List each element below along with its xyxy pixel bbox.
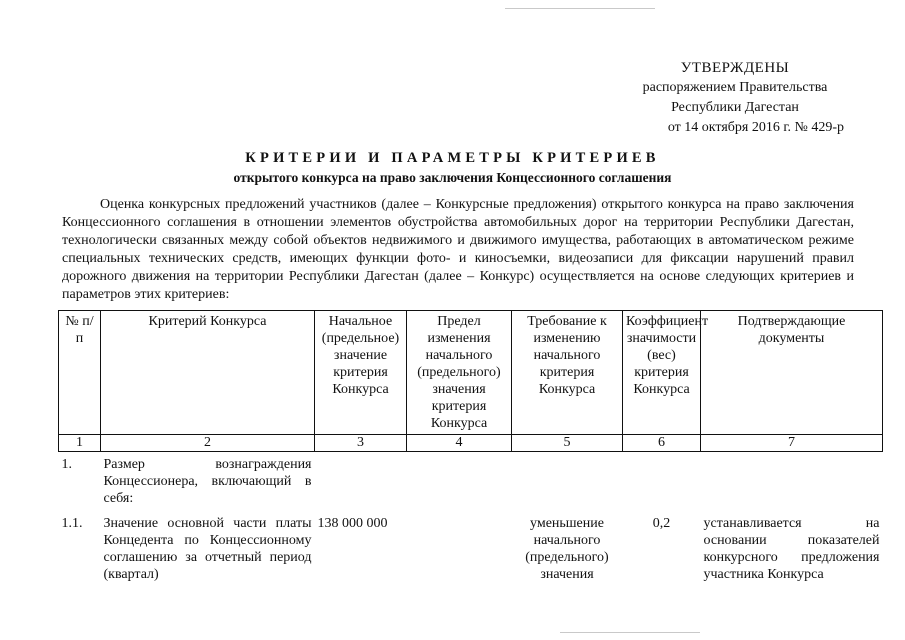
- table-header-row: [59, 311, 883, 435]
- column-number: 2: [101, 435, 315, 452]
- row-change-requirement: [512, 452, 623, 512]
- row-criterion: Размер вознаграждения Концессионера, включающий в себя:: [103, 457, 312, 506]
- header-change-requirement: Требование к изменению начального критерия Конкурса: [512, 311, 623, 435]
- row-change-limit: [407, 511, 512, 587]
- header-initial-value: Начальное (предельное) значение критерия Конкурса: [315, 311, 407, 435]
- approval-line-1: распоряжением Правительства: [642, 80, 828, 95]
- table-row: [59, 511, 883, 587]
- column-number: 4: [407, 435, 512, 452]
- row-change-limit: [407, 452, 512, 512]
- row-initial-value: 138 000 000: [317, 516, 388, 531]
- criteria-table: [58, 310, 883, 587]
- row-number: 1.: [61, 457, 72, 472]
- row-coefficient: 0,2: [652, 516, 671, 531]
- scan-artifact-bottom: [560, 632, 700, 633]
- column-number: 5: [512, 435, 623, 452]
- row-initial-value: [315, 452, 407, 512]
- scan-artifact-top: [505, 8, 655, 9]
- column-number: 1: [59, 435, 101, 452]
- approval-stamp: [620, 58, 850, 138]
- intro-paragraph: Оценка конкурсных предложений участников (далее – Конкурсные предложения) открытого конкурса на право заключения Концессионного соглашения в отношении элементов обустройства автомобильных дорог на территории Республики Дагестан, технологически связанных между собой объектов недвижимого и движимого имущества, работающих в автоматическом режиме специальных технических средств, имеющих функции фото- и киносъемки, видеозаписи для фиксации нарушений правил дорожного движения на территории Республики Дагестан (далее – Конкурс) осуществляется на основе следующих критериев и параметров этих критериев:: [62, 197, 854, 302]
- approval-order-line: от 14 октября 2016 г. № 429-р: [667, 120, 844, 135]
- header-coefficient: Коэффициент значимости (вес) критерия Конкурса: [623, 311, 701, 435]
- header-documents: Подтверждающие документы: [701, 311, 883, 435]
- table-row: [59, 452, 883, 512]
- row-number: 1.1.: [61, 516, 83, 531]
- column-number: 6: [623, 435, 701, 452]
- header-change-limit: Предел изменения начального (предельного) значения критерия Конкурса: [407, 311, 512, 435]
- row-documents: устанавливается на основании показателей конкурсного предложения участника Конкурса: [703, 516, 880, 582]
- approved-heading: УТВЕРЖДЕНЫ: [680, 60, 790, 76]
- approval-line-2: Республики Дагестан: [671, 100, 799, 115]
- document-subtitle: открытого конкурса на право заключения Концессионного соглашения: [233, 170, 672, 185]
- column-number: 3: [315, 435, 407, 452]
- column-number: 7: [701, 435, 883, 452]
- header-criterion: Критерий Конкурса: [101, 311, 315, 435]
- header-number: № п/п: [59, 311, 101, 435]
- row-criterion: Значение основной части платы Концедента по Концессионному соглашению за отчетный период (квартал): [103, 516, 312, 582]
- row-coefficient: [623, 452, 701, 512]
- row-documents: [701, 452, 883, 512]
- row-change-requirement: уменьшение начального (предельного) значения: [525, 516, 609, 582]
- column-numbers-row: [59, 435, 883, 452]
- document-title: КРИТЕРИИ И ПАРАМЕТРЫ КРИТЕРИЕВ: [245, 150, 660, 166]
